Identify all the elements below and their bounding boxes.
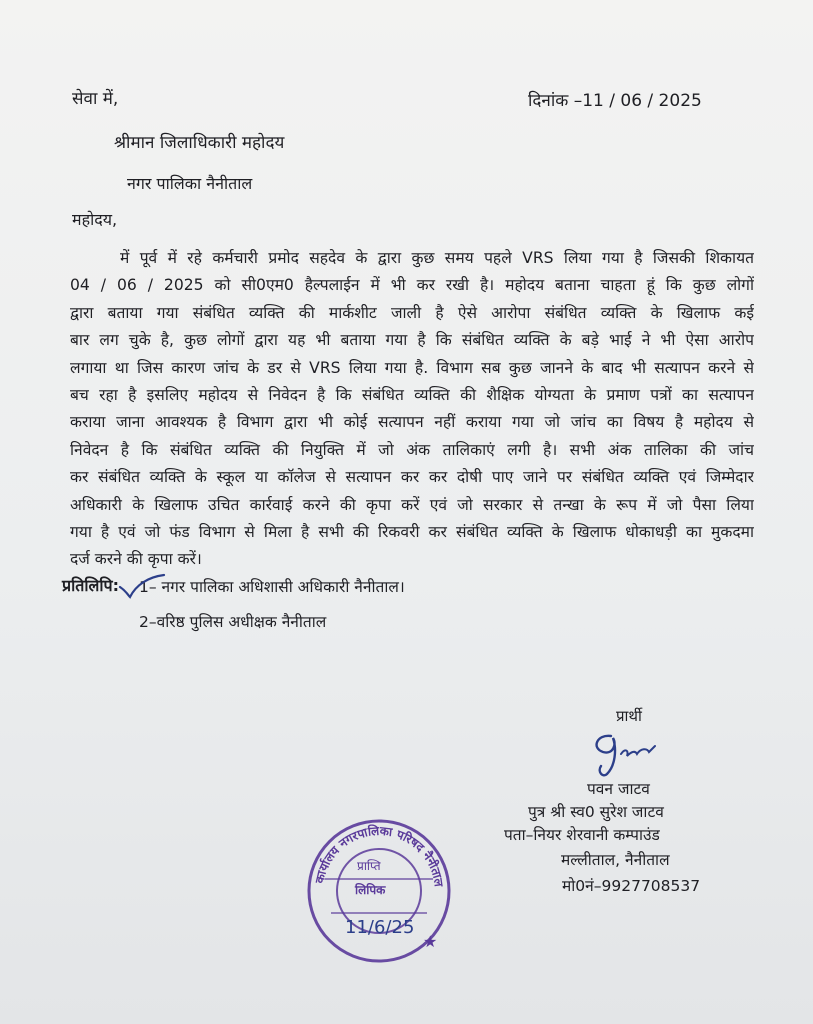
copy-recipient-2: 2–वरिष्ठ पुलिस अधीक्षक नैनीताल (139, 613, 327, 631)
body-line: कराया जाना आवश्यक है विभाग द्वारा भी कोई सत्यापन नहीं कराया गया जो जांच का विषय है महोदय से (70, 413, 754, 432)
stamp-date: 11/6/25 (345, 917, 415, 938)
body-line: बच रहा है इसलिए महोदय से निवेदन है कि संबंधित व्यक्ति की शैक्षिक योग्यता के प्रमाण पत्रों का सत्यापन (70, 386, 754, 405)
office-stamp (305, 817, 453, 965)
stamp-ring-text: कार्यालय नगरपालिका परिषद नैनीताल (312, 823, 446, 888)
body-line: में पूर्व में रहे कर्मचारी प्रमोद सहदेव के द्वारा कुछ समय पहले VRS लिया गया है जिसकी शिकायत (120, 249, 754, 267)
stamp-receipt: प्राप्ति (357, 859, 381, 873)
recipient-title: श्रीमान जिलाधिकारी महोदय (114, 133, 285, 153)
signature-icon (583, 726, 673, 778)
body-line: बार लग चुके है, कुछ लोगों द्वारा यह भी बताया गया है कि संबंधित व्यक्ति के बड़े भाई ने भी ऐसा आरोप (70, 331, 754, 350)
sender-city: मल्लीताल, नैनीताल (561, 851, 670, 869)
body-line: द्वारा बताया गया संबंधित व्यक्ति की मार्कशीट जाली है ऐसे आरोपा संबंधित व्यक्ति के खिलाफ कई (70, 303, 754, 322)
sender-name: पवन जाटव (587, 780, 650, 798)
sender-father: पुत्र श्री स्व0 सुरेश जाटव (528, 803, 664, 821)
copy-to-label: प्रतिलिपि: (62, 576, 119, 595)
body-line: 04 / 06 / 2025 को सी0एम0 हैल्पलाईन में भी कर रखी है। महोदय बताना चाहता हूं कि कुछ लोगों (70, 276, 754, 295)
sender-address: पता–नियर शेरवानी कम्पाउंड (504, 826, 660, 844)
salutation-to: सेवा में, (72, 89, 119, 109)
sender-mobile: मो0नं–9927708537 (562, 877, 701, 895)
stamp-clerk: लिपिक (355, 883, 386, 897)
body-line: दर्ज करने की कृपा करें। (70, 550, 202, 569)
body-line: निवेदन है कि संबंधित व्यक्ति की नियुक्ति में जो अंक तालिकाएं लगी है। सभी अंक तालिका की जांच (70, 440, 754, 459)
body-line: लगाया था जिस कारण जांच के डर से VRS लिया गया है. विभाग सब कुछ जानने के बाद भी सत्यापन करने से (70, 358, 754, 377)
recipient-office: नगर पालिका नैनीताल (127, 174, 253, 193)
body-line: अधिकारी के खिलाफ उचित कार्रवाई करने की कृपा करें एवं जो सरकार से तन्खा के रूप में जो पैसा लिया (70, 495, 754, 514)
body-line: कर संबंधित व्यक्ति के स्कूल या कॉलेज से सत्यापन कर कर दोषी पाए जाने पर संबंधित व्यक्ति एवं जिम्मेदार (70, 468, 754, 487)
copy-recipient-1: 1– नगर पालिका अधिशासी अधिकारी नैनीताल। (139, 578, 405, 596)
body-line: गया है एवं जो फंड विभाग से मिला है सभी की रिकवरी कर संबंधित व्यक्ति के खिलाफ धोकाधड़ी का मुकदमा (70, 523, 754, 542)
handwritten-tick-icon (118, 573, 166, 599)
stamp-star-icon: ★ (423, 932, 438, 951)
applicant-label: प्रार्थी (616, 707, 642, 725)
letter-body (70, 245, 754, 574)
letter-date: दिनांक –11 / 06 / 2025 (528, 91, 702, 111)
greeting: महोदय, (72, 210, 118, 229)
